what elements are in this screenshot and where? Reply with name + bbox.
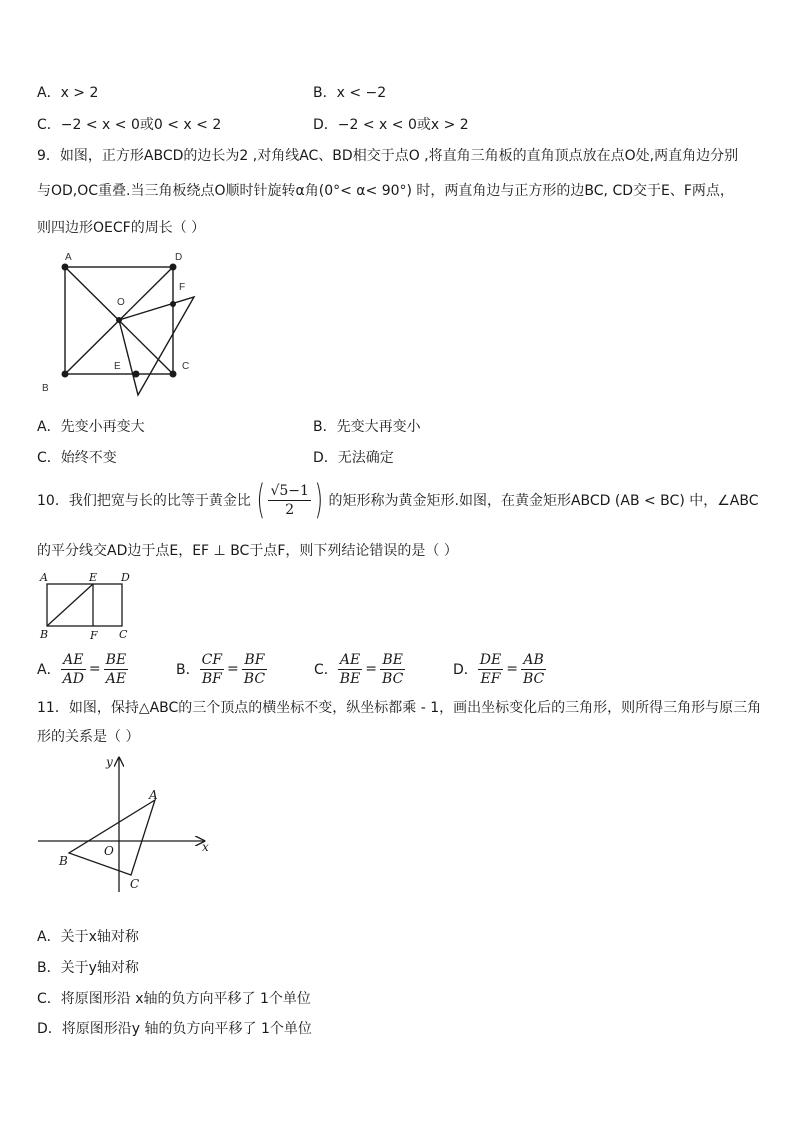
q10-a-equals: =: [88, 661, 101, 677]
q10-b-right-den: BC: [243, 670, 266, 687]
q10-label-e: E: [89, 571, 98, 584]
q9-triangle-ruler: [119, 297, 194, 395]
q10-bisector-be: [47, 584, 93, 626]
q11-label-origin: O: [104, 844, 114, 858]
q11-label-x: x: [202, 840, 209, 854]
q11-label-b: B: [59, 854, 68, 868]
q8-option-b: B．x < −2: [313, 85, 387, 101]
q9-stem-line2: 与OD,OC重叠.当三角板绕点O顺时针旋转α角(0°< α< 90°) 时，两直角边与正方形的边BC, CD交于E、F两点，: [37, 183, 734, 199]
q9-label-e: E: [114, 361, 121, 372]
q10-golden-numerator: √5−1: [270, 482, 309, 499]
q10-option-a-label: A．: [37, 662, 61, 678]
q11-triangle-abc: [69, 800, 155, 875]
q10-d-left-den: EF: [480, 670, 501, 687]
q10-option-c: [314, 648, 405, 690]
q10-golden-denominator: 2: [285, 501, 295, 518]
q10-option-b: [176, 648, 267, 690]
q11-option-d: D．将原图形沿y 轴的负方向平移了 1个单位: [37, 1021, 312, 1037]
q10-stem-prefix: 10．我们把宽与长的比等于黄金比: [37, 493, 251, 509]
q11-option-b: B．关于y轴对称: [37, 960, 139, 976]
q10-label-f: F: [90, 629, 98, 642]
q10-label-c: C: [119, 628, 128, 641]
q11-option-c: C．将原图形沿 x轴的负方向平移了 1个单位: [37, 991, 311, 1007]
q10-option-b-label: B．: [176, 662, 200, 678]
q10-c-right-den: BC: [382, 670, 404, 687]
q10-d-right-den: BC: [522, 670, 545, 687]
q10-option-d-label: D．: [453, 662, 478, 678]
q9-label-a: A: [65, 252, 72, 263]
q10-b-right-num: BF: [242, 651, 267, 670]
q10-a-right-num: BE: [105, 651, 127, 668]
q10-b-equals: =: [227, 661, 239, 677]
q10-b-left-num: CF: [201, 651, 223, 668]
q10-option-c-label: C．: [314, 662, 338, 678]
q9-label-c: C: [182, 361, 190, 372]
q11-coordinate-figure: [34, 752, 219, 897]
q10-rectangle-figure: [34, 568, 144, 644]
q9-square-figure: [30, 248, 210, 398]
q9-label-o: O: [117, 297, 125, 308]
q10-label-b: B: [40, 628, 49, 641]
q8-option-d: D．−2 < x < 0或x > 2: [313, 117, 469, 133]
q10-label-d: D: [121, 571, 130, 584]
q9-label-d: D: [175, 252, 183, 263]
q8-option-a: A．x > 2: [37, 85, 99, 101]
q9-option-c: C．始终不变: [37, 450, 117, 466]
q10-option-a: [37, 648, 128, 690]
q11-stem-line2: 形的关系是（ ）: [37, 729, 140, 745]
q9-stem-line1: 9．如图，正方形ABCD的边长为2 ,对角线AC、BD相交于点O ,将直角三角板的直角顶点放在点O处,两直角边分别: [37, 148, 739, 164]
q10-c-right-num: BE: [380, 651, 405, 670]
q10-label-a: A: [40, 571, 48, 584]
q11-stem-line1: 11．如图，保持△ABC的三个顶点的横坐标不变，纵坐标都乘 - 1，画出坐标变化后的三角形，则所得三角形与原三角: [37, 700, 762, 716]
q9-option-d: D．无法确定: [313, 450, 394, 466]
q8-option-c: C．−2 < x < 0或0 < x < 2: [37, 117, 222, 133]
q10-c-left-num: AE: [338, 651, 363, 670]
q10-option-d: [453, 648, 546, 690]
q10-golden-ratio: ( $\frac{√5-1}{2}$ ): [256, 477, 324, 523]
q10-stem-suffix: 的矩形称为黄金矩形.如图，在黄金矩形ABCD (AB < BC) 中，∠ABC: [328, 493, 759, 509]
q10-rectangle: [47, 584, 122, 626]
q10-a-left-den: AD: [62, 670, 84, 687]
q9-option-b: B．先变大再变小: [313, 419, 421, 435]
q10-d-right-num: AB: [521, 651, 546, 670]
q11-label-a: A: [149, 788, 158, 802]
q10-c-left-den: BE: [339, 670, 361, 687]
q10-b-left-den: BF: [201, 670, 222, 687]
q10-c-equals: =: [365, 661, 378, 677]
q10-d-left-num: DE: [479, 651, 502, 668]
q10-d-equals: =: [506, 661, 518, 677]
q10-a-left-num: AE: [61, 651, 86, 670]
q9-option-a: A．先变小再变大: [37, 419, 145, 435]
q10-stem-line2: 的平分线交AD边于点E，EF ⊥ BC于点F，则下列结论错误的是（ ）: [37, 543, 458, 559]
q11-label-c: C: [130, 877, 140, 891]
q9-label-f: F: [179, 282, 186, 293]
q11-label-y: y: [106, 755, 113, 769]
q10-a-right-den: AE: [105, 670, 127, 687]
q11-option-a: A．关于x轴对称: [37, 929, 139, 945]
q9-stem-line3: 则四边形OECF的周长（ ）: [37, 220, 206, 236]
q10-stem-line1: [37, 476, 759, 524]
q9-label-b: B: [42, 383, 49, 394]
